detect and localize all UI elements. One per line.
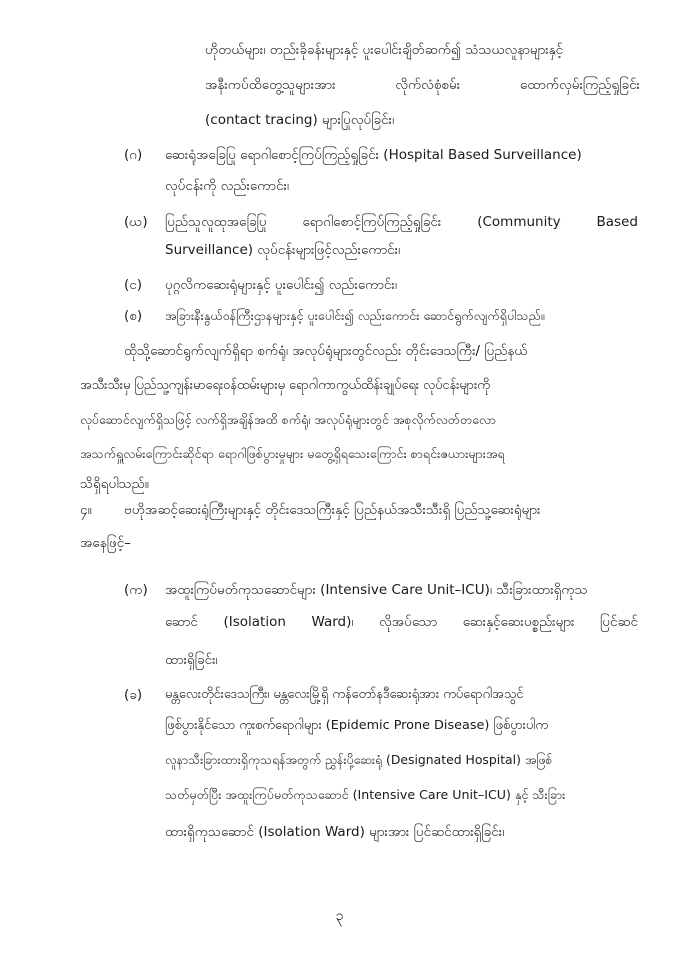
intro-line-1: ဟိုတယ်များ၊ တည်းခိုခန်းများနှင့် ပူးပေါင်းချိတ်ဆက်၍ သံသယလူနာများနှင့် xyxy=(205,42,564,58)
paragraph-line: လုပ်ဆောင်လျက်ရှိသဖြင့် လက်ရှိအချိန်အထိ စက်ရုံ၊ အလုပ်ရုံများတွင် အစုလိုက်လတ်တလော xyxy=(80,412,496,427)
intro-line-2-part: လိုက်လံစုံစမ်း xyxy=(395,77,461,93)
list-item-line-part: ပြည်သူလူထုအခြေပြု xyxy=(165,214,267,230)
list-item-line: ထားရှိခြင်း၊ xyxy=(165,652,218,668)
list-marker: (စ) xyxy=(124,308,143,324)
list-marker: (က) xyxy=(124,582,148,598)
paragraph-line: သိရှိရပါသည်။ xyxy=(80,476,149,492)
list-item-line: အခြားနီးနွယ်ဝန်ကြီးဌာနများနှင့် ပူးပေါင်း၍ လည်းကောင်း ဆောင်ရွက်လျက်ရှိပါသည်။ xyxy=(165,308,545,323)
section-number: ၄။ xyxy=(80,502,92,518)
intro-line-2 xyxy=(205,75,640,95)
list-item-line: Surveillance) လုပ်ငန်းများဖြင့်လည်းကောင်း၊ xyxy=(165,242,401,258)
list-marker: (ဂ) xyxy=(124,147,143,163)
list-item-line: ဖြစ်ပွားနိုင်သော ကူးစက်ရောဂါများ (Epidemic Prone Disease) ဖြစ်ပွားပါက xyxy=(165,718,548,733)
list-item-line: လုပ်ငန်းကို လည်းကောင်း၊ xyxy=(165,178,290,194)
list-item-line: ဆေးရုံအခြေပြု ရောဂါစောင့်ကြပ်ကြည့်ရှုခြင်း (Hospital Based Surveillance) xyxy=(165,147,582,163)
list-item-line: အထူးကြပ်မတ်ကုသဆောင်များ (Intensive Care Unit–ICU)၊ သီးခြားထားရှိကုသ xyxy=(165,582,588,598)
section-line: ဗဟိုအဆင့်ဆေးရုံကြီးများနှင့် တိုင်းဒေသကြီးနှင့် ပြည်နယ်အသီးသီးရှိ ပြည်သူ့ဆေးရုံများ xyxy=(124,502,541,518)
list-item-line: သတ်မှတ်ပြီး အထူးကြပ်မတ်ကုသဆောင် (Intensive Care Unit–ICU) နှင့် သီးခြား xyxy=(165,787,566,802)
section-line: အနေဖြင့်– xyxy=(80,535,131,551)
list-item-line-part: ပြင်ဆင် xyxy=(600,614,638,630)
list-marker: (င) xyxy=(124,277,143,293)
intro-line-3: (contact tracing) များပြုလုပ်ခြင်း၊ xyxy=(205,112,395,128)
list-item-line: လူနာသီးခြားထားရှိကုသရန်အတွက် ညွှန်းပို့ဆေးရုံ (Designated Hospital) အဖြစ် xyxy=(165,752,553,767)
list-item-line-part: ဆောင် xyxy=(165,614,198,630)
intro-line-2-part: ထောက်လှမ်းကြည့်ရှုခြင်း xyxy=(519,77,640,93)
intro-line-2-part: အနီးကပ်ထိတွေ့သူများအား xyxy=(205,77,336,93)
page-number: ၃ xyxy=(335,908,344,924)
list-item-line-part: လိုအပ်သော xyxy=(379,614,438,630)
list-marker: (ခ) xyxy=(124,687,143,703)
list-item-line: မန္တလေးတိုင်းဒေသကြီး၊ မန္တလေးမြို့ရှိ ကန်တော်နဒီဆေးရုံအား ကပ်ရောဂါအသွင် xyxy=(165,687,524,702)
list-item-line-part: ရောဂါစောင့်ကြပ်ကြည့်ရှုခြင်း xyxy=(302,214,442,230)
list-item-line xyxy=(165,212,638,232)
list-item-line xyxy=(165,612,638,632)
paragraph-line: အသီးသီးမှ ပြည်သူ့ကျန်းမာရေးဝန်ထမ်းများမှ ရောဂါကာကွယ်ထိန်းချုပ်ရေး လုပ်ငန်းများကို xyxy=(80,378,490,393)
paragraph-line: ထိုသို့ဆောင်ရွက်လျက်ရှိရာ စက်ရုံ၊ အလုပ်ရုံများတွင်လည်း တိုင်းဒေသကြီး/ ပြည်နယ် xyxy=(124,343,528,359)
list-item-line-part: Based xyxy=(596,214,638,230)
list-item-line: ထားရှိကုသဆောင် (Isolation Ward) များအား ပြင်ဆင်ထားရှိခြင်း၊ xyxy=(165,824,505,840)
list-item-line-part: Ward)၊ xyxy=(311,614,354,630)
paragraph-line: အသက်ရှူလမ်းကြောင်းဆိုင်ရာ ရောဂါဖြစ်ပွားမှုများ မတွေ့ရှိရသေးကြောင်း စာရင်းဇယားများအရ xyxy=(80,446,505,461)
list-item-line-part: (Community xyxy=(477,214,561,230)
list-item-line: ပုဂ္ဂလိကဆေးရုံများနှင့် ပူးပေါင်း၍ လည်းကောင်း၊ xyxy=(165,277,397,293)
list-item-line-part: (Isolation xyxy=(223,614,286,630)
list-item-line-part: ဆေးနှင့်ဆေးပစ္စည်းများ xyxy=(462,614,575,630)
list-marker: (ဃ) xyxy=(124,214,148,230)
